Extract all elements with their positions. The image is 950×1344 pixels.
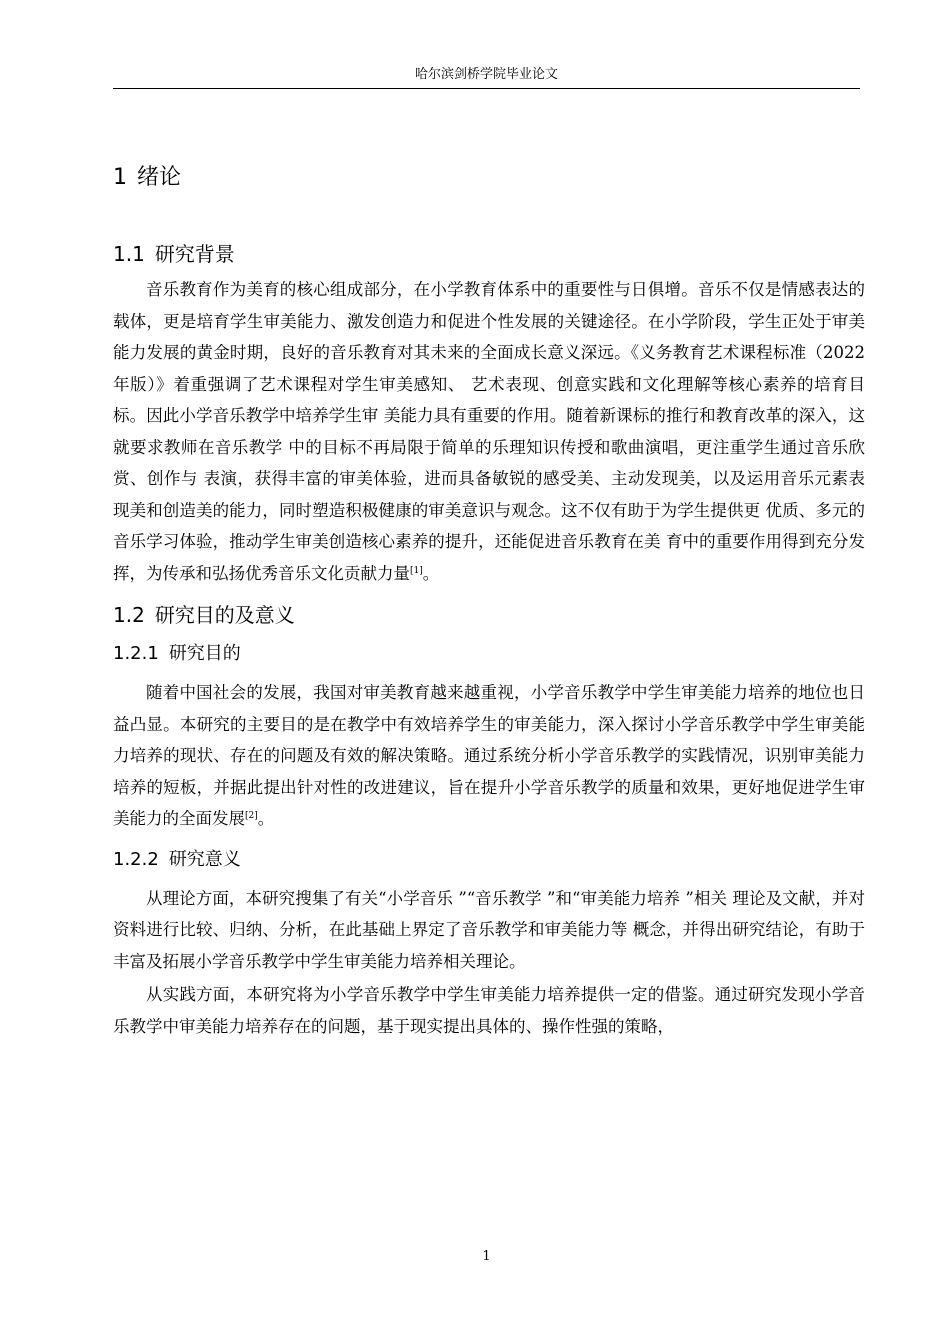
background-ending: 。 bbox=[422, 563, 440, 583]
purpose-ending: 。 bbox=[257, 809, 275, 828]
purpose-paragraph bbox=[113, 677, 865, 835]
purpose-text: 随着中国社会的发展，我国对审美教育越来越重视，小学音乐教学中学生审美能力培养的地位也日益凸显。本研究的主要目的是在教学中有效培养学生的审美能力，深入探讨小学音乐教学中学生审美能力培养的现状、存在的问题及有效的解决策略。通过系统分析小学音乐教学的实践情况，识别审美能力培养的短板，并据此提出针对性的改进建议，旨在提升小学音乐教学的质量和效果，更好地促进学生审美能力的全面发展 bbox=[113, 683, 865, 828]
section-number: 1.1 bbox=[113, 242, 145, 266]
header-divider bbox=[113, 88, 860, 89]
page-header: 哈尔滨剑桥学院毕业论文 bbox=[414, 67, 558, 82]
subsection-heading-1-2-1 bbox=[113, 637, 865, 671]
significance-practice-paragraph: 从实践方面，本研究将为小学音乐教学中学生审美能力培养提供一定的借鉴。通过研究发现小学音乐教学中审美能力培养存在的问题，基于现实提出具体的、操作性强的策略， bbox=[113, 985, 865, 1036]
subsection-number: 1.2.1 bbox=[113, 643, 159, 664]
background-text: 音乐教育作为美育的核心组成部分，在小学教育体系中的重要性与日俱增。音乐不仅是情感表达的载体，更是培育学生审美能力、激发创造力和促进个性发展的关键途径。在小学阶段，学生正处于审美能力发展的黄金时期，良好的音乐教育对其未来的全面成长意义深远。《义务教育艺术课程标准（2022 年版）》着重强调了艺术课程对学生审美感知、 艺术表现、创意实践和文化理解等核心素养的培育目标。因此小学音乐教学中培养学生审 美能力具有重要的作用。随着新课标的推行和教育改革的深入，这就要求教师在音乐教学 中的目标不再局限于简单的乐理知识传授和歌曲演唱，更注重学生通过音乐欣赏、创作与 表演，获得丰富的审美体验，进而具备敏锐的感受美、主动发现美，以及运用音乐元素表 现美和创造美的能力，同时塑造积极健康的审美意识与观念。这不仅有助于为学生提供更 优质、多元的音乐学习体验，推动学生审美创造核心素养的提升，还能促进音乐教育在美 育中的重要作用得到充分发挥，为传承和弘扬优秀音乐文化贡献力量 bbox=[113, 280, 865, 583]
section-title: 研究目的及意义 bbox=[154, 603, 295, 627]
significance-theory-paragraph: 从理论方面，本研究搜集了有关“小学音乐 ”“音乐教学 ”和“审美能力培养 ”相关 理论及文献，并对资料进行比较、归纳、分析，在此基础上界定了音乐教学和审美能力等 概念，并得出研究结论，有助于丰富及拓展小学音乐教学中学生审美能力培养相关理论。 bbox=[113, 888, 865, 971]
background-paragraph bbox=[113, 274, 865, 589]
subsection-number: 1.2.2 bbox=[113, 848, 159, 870]
chapter-title: 绪论 bbox=[137, 165, 182, 190]
section-heading-1-2 bbox=[113, 597, 865, 633]
chapter-number: 1 bbox=[113, 165, 127, 190]
subsection-title: 研究意义 bbox=[168, 848, 241, 870]
document-body bbox=[113, 156, 865, 1042]
section-number: 1.2 bbox=[113, 603, 145, 627]
citation-1: [1] bbox=[410, 565, 423, 576]
section-title: 研究背景 bbox=[154, 242, 235, 266]
subsection-title: 研究目的 bbox=[168, 643, 241, 664]
chapter-heading bbox=[113, 156, 865, 200]
section-heading-1-1 bbox=[113, 236, 865, 272]
subsection-heading-1-2-2 bbox=[113, 843, 865, 877]
page-number: 1 bbox=[482, 1249, 491, 1264]
citation-2: [2] bbox=[245, 811, 258, 821]
